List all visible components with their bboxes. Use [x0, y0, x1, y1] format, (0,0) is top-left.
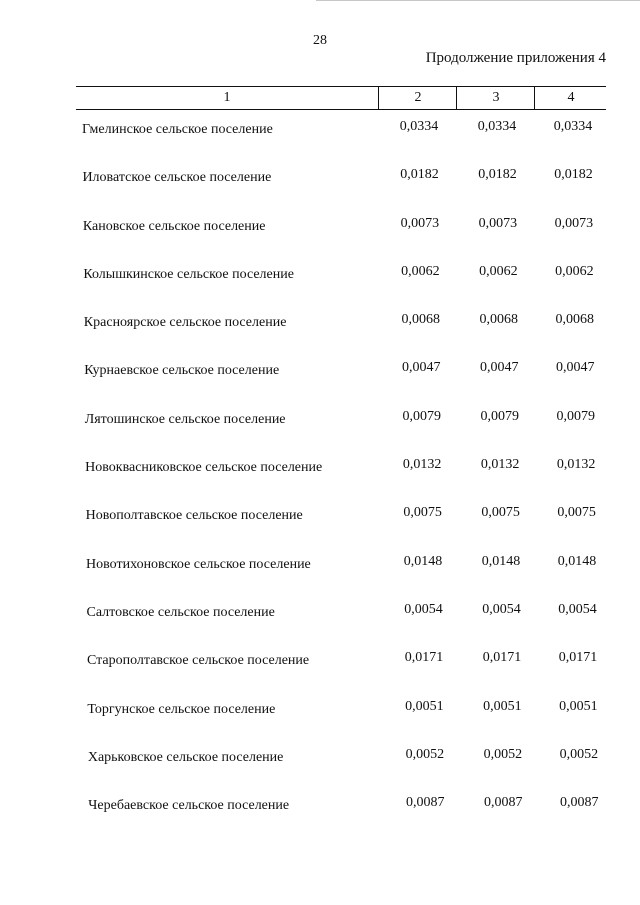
settlement-name: Красноярское сельское поселение [83, 315, 287, 331]
value-cell-v4: 0,0132 [556, 457, 596, 473]
settlement-name: Черебаевское сельское поселение [88, 798, 290, 814]
value-cell-v4: 0,0171 [558, 650, 598, 666]
value-cell-v2: 0,0132 [402, 457, 442, 473]
value-cell-v3: 0,0334 [477, 119, 517, 134]
value-cell-v3: 0,0068 [479, 312, 519, 328]
value-cell-v4: 0,0182 [554, 167, 593, 183]
header-col-2: 2 [378, 87, 457, 109]
value-cell-v4: 0,0087 [560, 795, 599, 811]
settlement-name: Торгунское сельское поселение [87, 701, 276, 717]
table-header [76, 86, 606, 110]
value-cell-v2: 0,0051 [405, 698, 444, 714]
value-cell-v4: 0,0062 [555, 263, 594, 279]
header-col-3: 3 [456, 87, 535, 109]
value-cell-v3: 0,0052 [483, 746, 523, 762]
value-cell-v4: 0,0075 [557, 505, 596, 521]
table-row [5, 698, 640, 750]
value-cell-v3: 0,0062 [479, 263, 518, 279]
settlement-name: Лятошинское сельское поселение [84, 411, 286, 427]
value-cell-v3: 0,0171 [482, 650, 522, 666]
value-cell-v4: 0,0073 [554, 215, 594, 231]
value-cell-v3: 0,0054 [482, 601, 521, 617]
settlement-name: Кановское сельское поселение [82, 218, 266, 234]
top-edge-line [316, 0, 640, 1]
value-cell-v2: 0,0171 [404, 650, 444, 666]
settlement-name: Харьковское сельское поселение [87, 749, 284, 765]
settlement-name: Гмелинское сельское поселение [82, 122, 273, 137]
value-cell-v3: 0,0051 [483, 698, 522, 714]
value-cell-v2: 0,0087 [406, 795, 445, 811]
settlement-name: Старополтавское сельское поселение [86, 653, 310, 669]
value-cell-v4: 0,0052 [559, 746, 599, 762]
settlement-name: Иловатское сельское поселение [82, 170, 272, 186]
value-cell-v2: 0,0073 [400, 215, 440, 231]
value-cell-v2: 0,0062 [401, 263, 440, 279]
table-row [0, 119, 640, 170]
table-row [6, 746, 640, 798]
value-cell-v3: 0,0087 [484, 795, 523, 811]
value-cell-v2: 0,0079 [402, 408, 441, 424]
value-cell-v3: 0,0075 [481, 505, 520, 521]
value-cell-v2: 0,0075 [403, 505, 442, 521]
settlement-name: Салтовское сельское поселение [86, 604, 275, 620]
value-cell-v3: 0,0182 [478, 167, 517, 183]
table-row [2, 312, 640, 363]
table-row [5, 650, 640, 701]
settlement-name: Новополтавское сельское поселение [85, 508, 303, 524]
header-col-4: 4 [534, 87, 607, 109]
value-cell-v4: 0,0148 [557, 553, 597, 569]
table-row [6, 795, 640, 846]
table-row [1, 215, 640, 267]
table-row [1, 263, 640, 315]
value-cell-v3: 0,0073 [478, 215, 518, 231]
value-cell-v2: 0,0047 [402, 360, 441, 376]
value-cell-v2: 0,0068 [401, 312, 441, 328]
value-cell-v4: 0,0054 [558, 601, 597, 617]
settlement-name: Курнаевское сельское поселение [84, 363, 280, 379]
value-cell-v4: 0,0079 [556, 408, 595, 424]
value-cell-v3: 0,0079 [480, 408, 519, 424]
settlement-name: Колышкинское сельское поселение [83, 266, 294, 282]
value-cell-v2: 0,0148 [403, 553, 443, 569]
value-cell-v2: 0,0052 [405, 746, 445, 762]
value-cell-v3: 0,0132 [480, 457, 520, 473]
settlement-name: Новотихоновское сельское поселение [86, 556, 311, 572]
table-row [4, 505, 640, 556]
value-cell-v4: 0,0068 [555, 312, 595, 328]
page-number: 28 [313, 33, 327, 48]
header-col-1: 1 [223, 90, 231, 105]
value-cell-v2: 0,0182 [400, 167, 439, 183]
table-row [3, 408, 640, 460]
value-cell-v3: 0,0148 [481, 553, 521, 569]
value-cell-v4: 0,0047 [556, 360, 595, 376]
table-row [5, 601, 640, 653]
table-row [2, 360, 640, 411]
table-row [3, 457, 640, 508]
value-cell-v2: 0,0054 [404, 601, 443, 617]
table-body [0, 119, 640, 846]
value-cell-v2: 0,0334 [399, 119, 439, 134]
table-row [4, 553, 640, 605]
value-cell-v3: 0,0047 [480, 360, 519, 376]
value-cell-v4: 0,0334 [553, 119, 593, 134]
value-cell-v4: 0,0051 [559, 698, 598, 714]
table-row [0, 167, 640, 218]
settlement-name: Новоквасниковское сельское поселение [85, 460, 323, 476]
continuation-label: Продолжение приложения 4 [425, 50, 606, 66]
